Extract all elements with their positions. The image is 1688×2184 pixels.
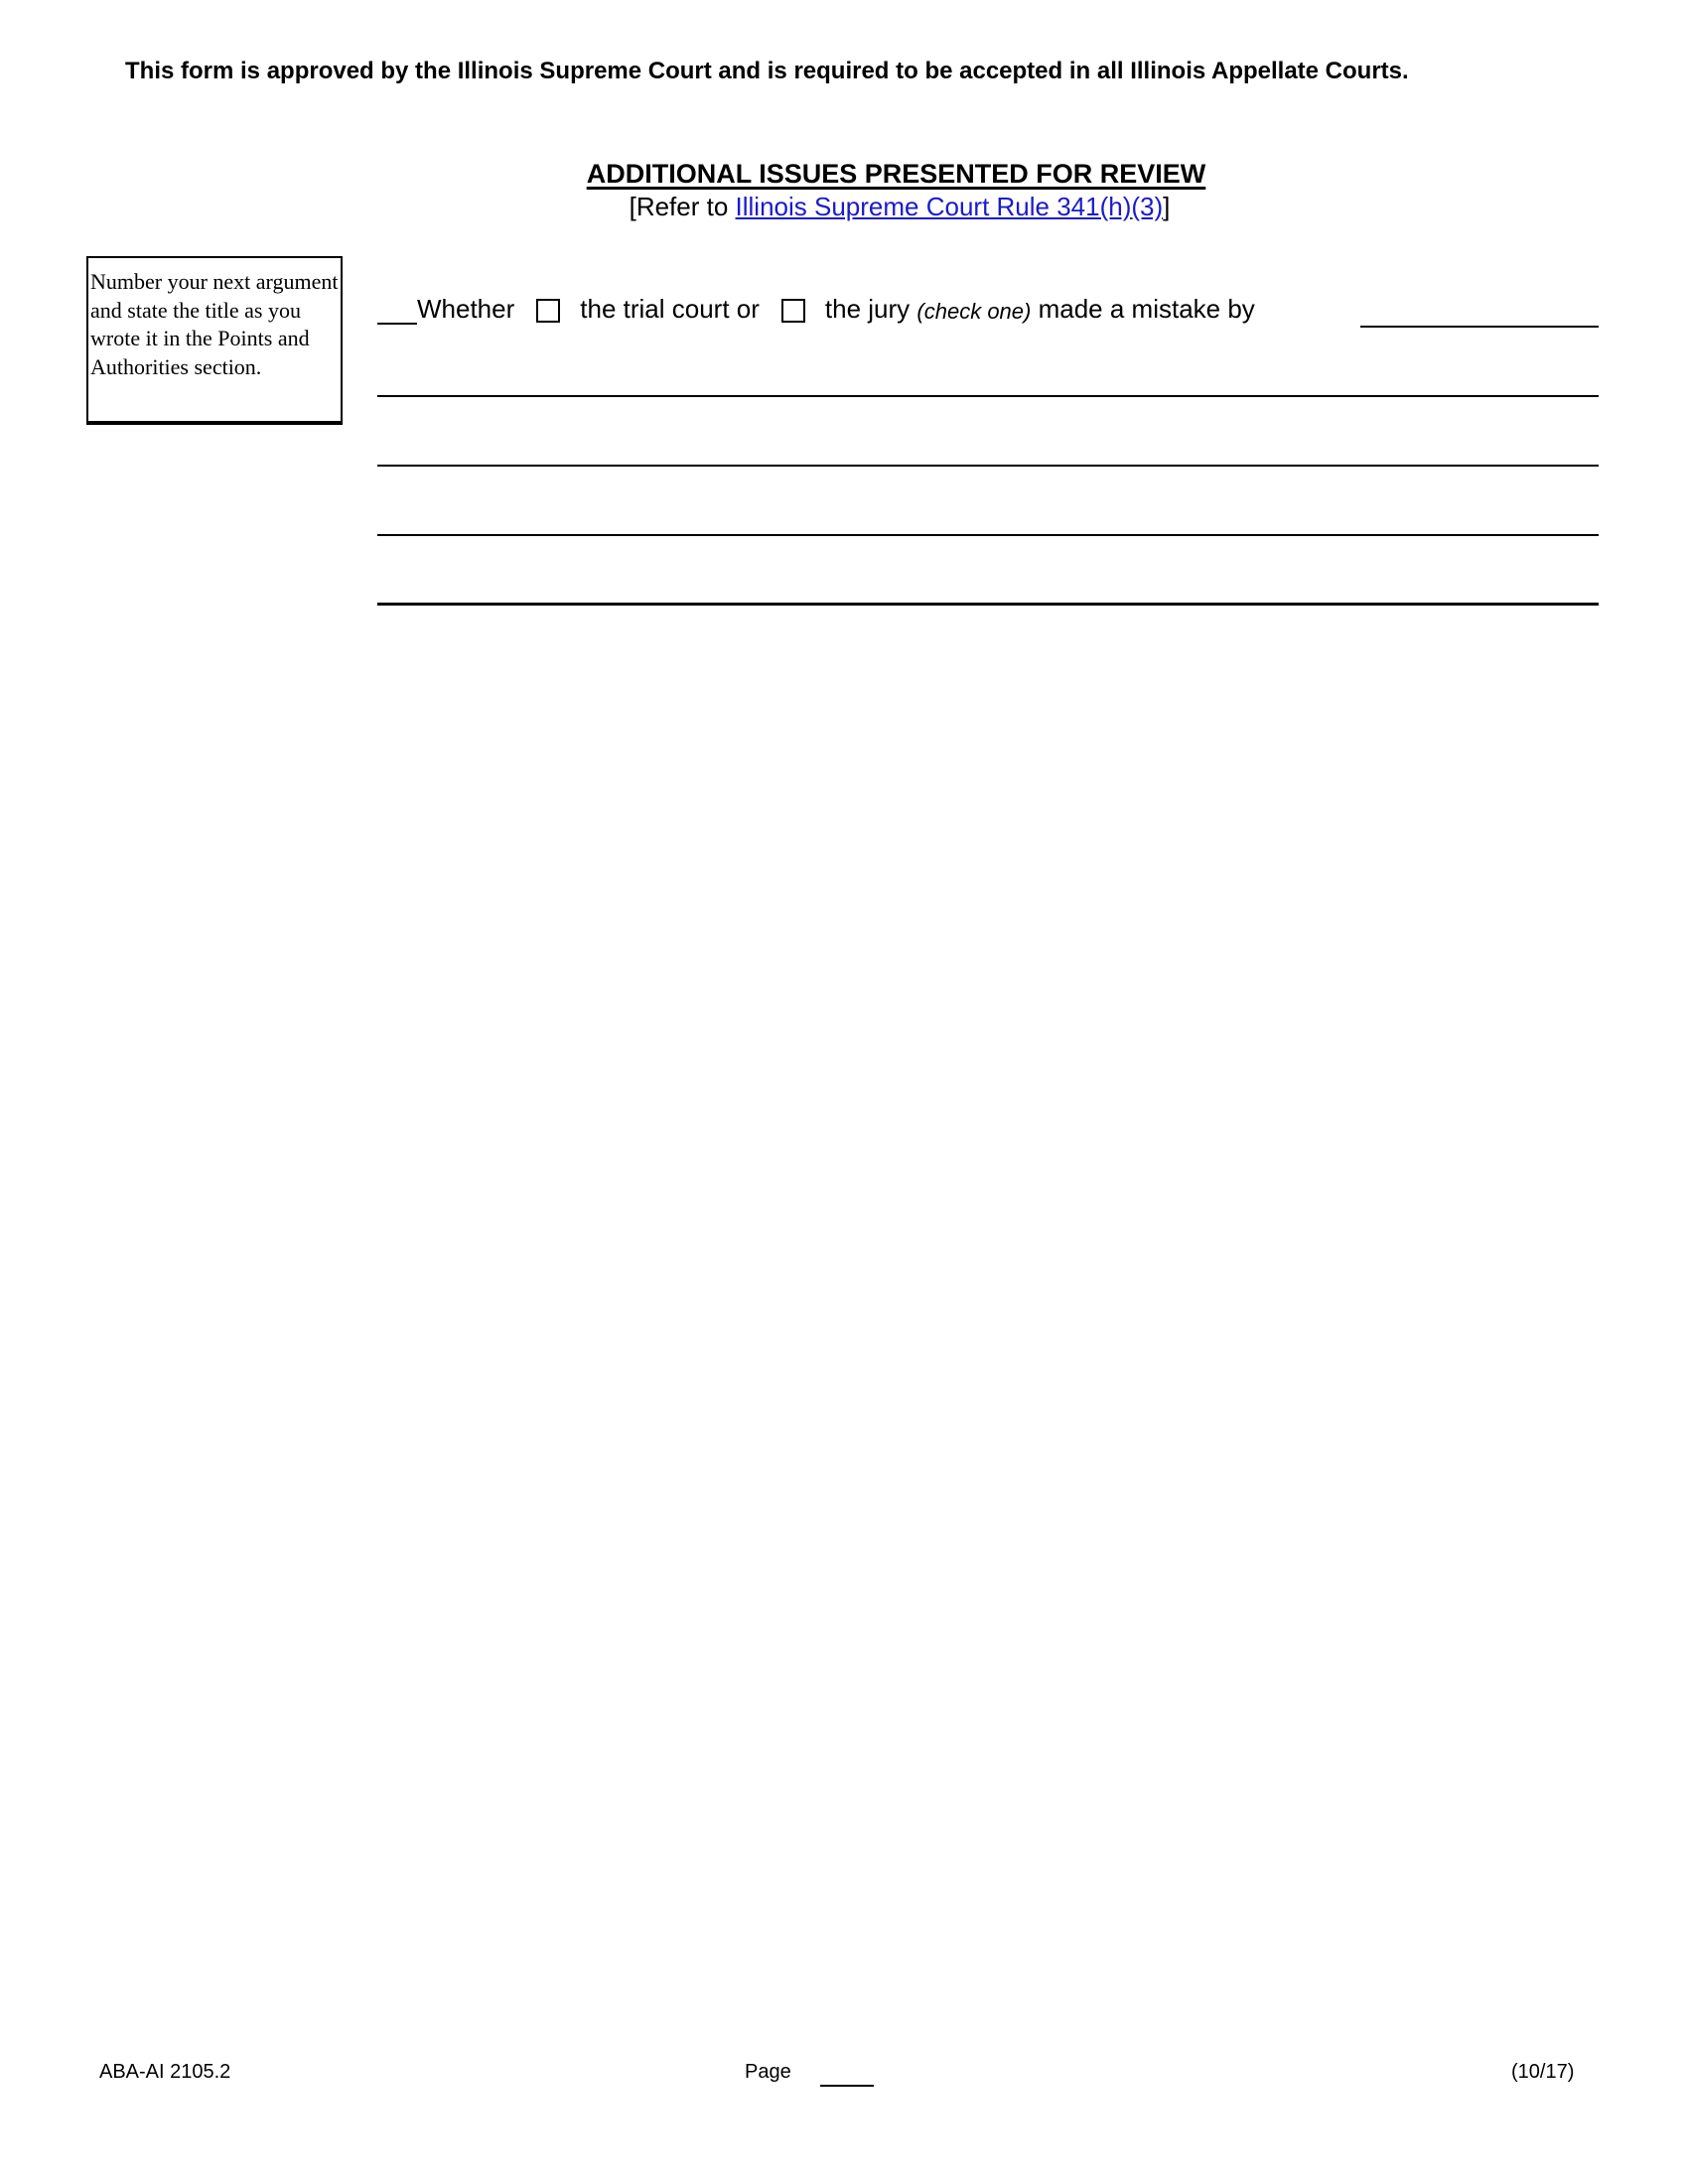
issue-text-field-4[interactable]: [377, 534, 1599, 536]
form-id: ABA-AI 2105.2: [99, 2061, 231, 2083]
page-label: Page: [745, 2061, 791, 2083]
jury-label: the jury: [824, 294, 911, 324]
issue-text-field-1[interactable]: [1360, 326, 1599, 328]
revision-date: (10/17): [1511, 2061, 1575, 2083]
page-number-field[interactable]: [820, 2085, 874, 2087]
rule-link[interactable]: Illinois Supreme Court Rule 341(h)(3): [735, 192, 1164, 221]
rule-suffix: ]: [1163, 192, 1171, 221]
jury-checkbox[interactable]: [781, 299, 805, 323]
whether-label: Whether: [417, 294, 515, 324]
trial-court-checkbox[interactable]: [536, 299, 560, 323]
page-title: ADDITIONAL ISSUES PRESENTED FOR REVIEW: [586, 159, 1206, 189]
rule-reference: [0, 192, 1688, 222]
rule-prefix: [Refer to: [629, 192, 736, 221]
check-one-note: (check one): [916, 299, 1032, 324]
court-approval-notice: This form is approved by the Illinois Supreme Court and is required to be accepted in all Illinois Appellate Courts.: [125, 58, 1409, 84]
mistake-label: made a mistake by: [1038, 294, 1255, 324]
issue-text-field-2[interactable]: [377, 395, 1599, 397]
issue-text-field-3[interactable]: [377, 465, 1599, 467]
issue-text-field-5[interactable]: [377, 603, 1599, 606]
trial-court-label: the trial court or: [580, 294, 760, 324]
issue-number-field[interactable]: [377, 323, 417, 325]
issue-question-row: [377, 294, 1255, 325]
instruction-box: Number your next argument and state the title as you wrote it in the Points and Authorities section.: [86, 256, 343, 425]
